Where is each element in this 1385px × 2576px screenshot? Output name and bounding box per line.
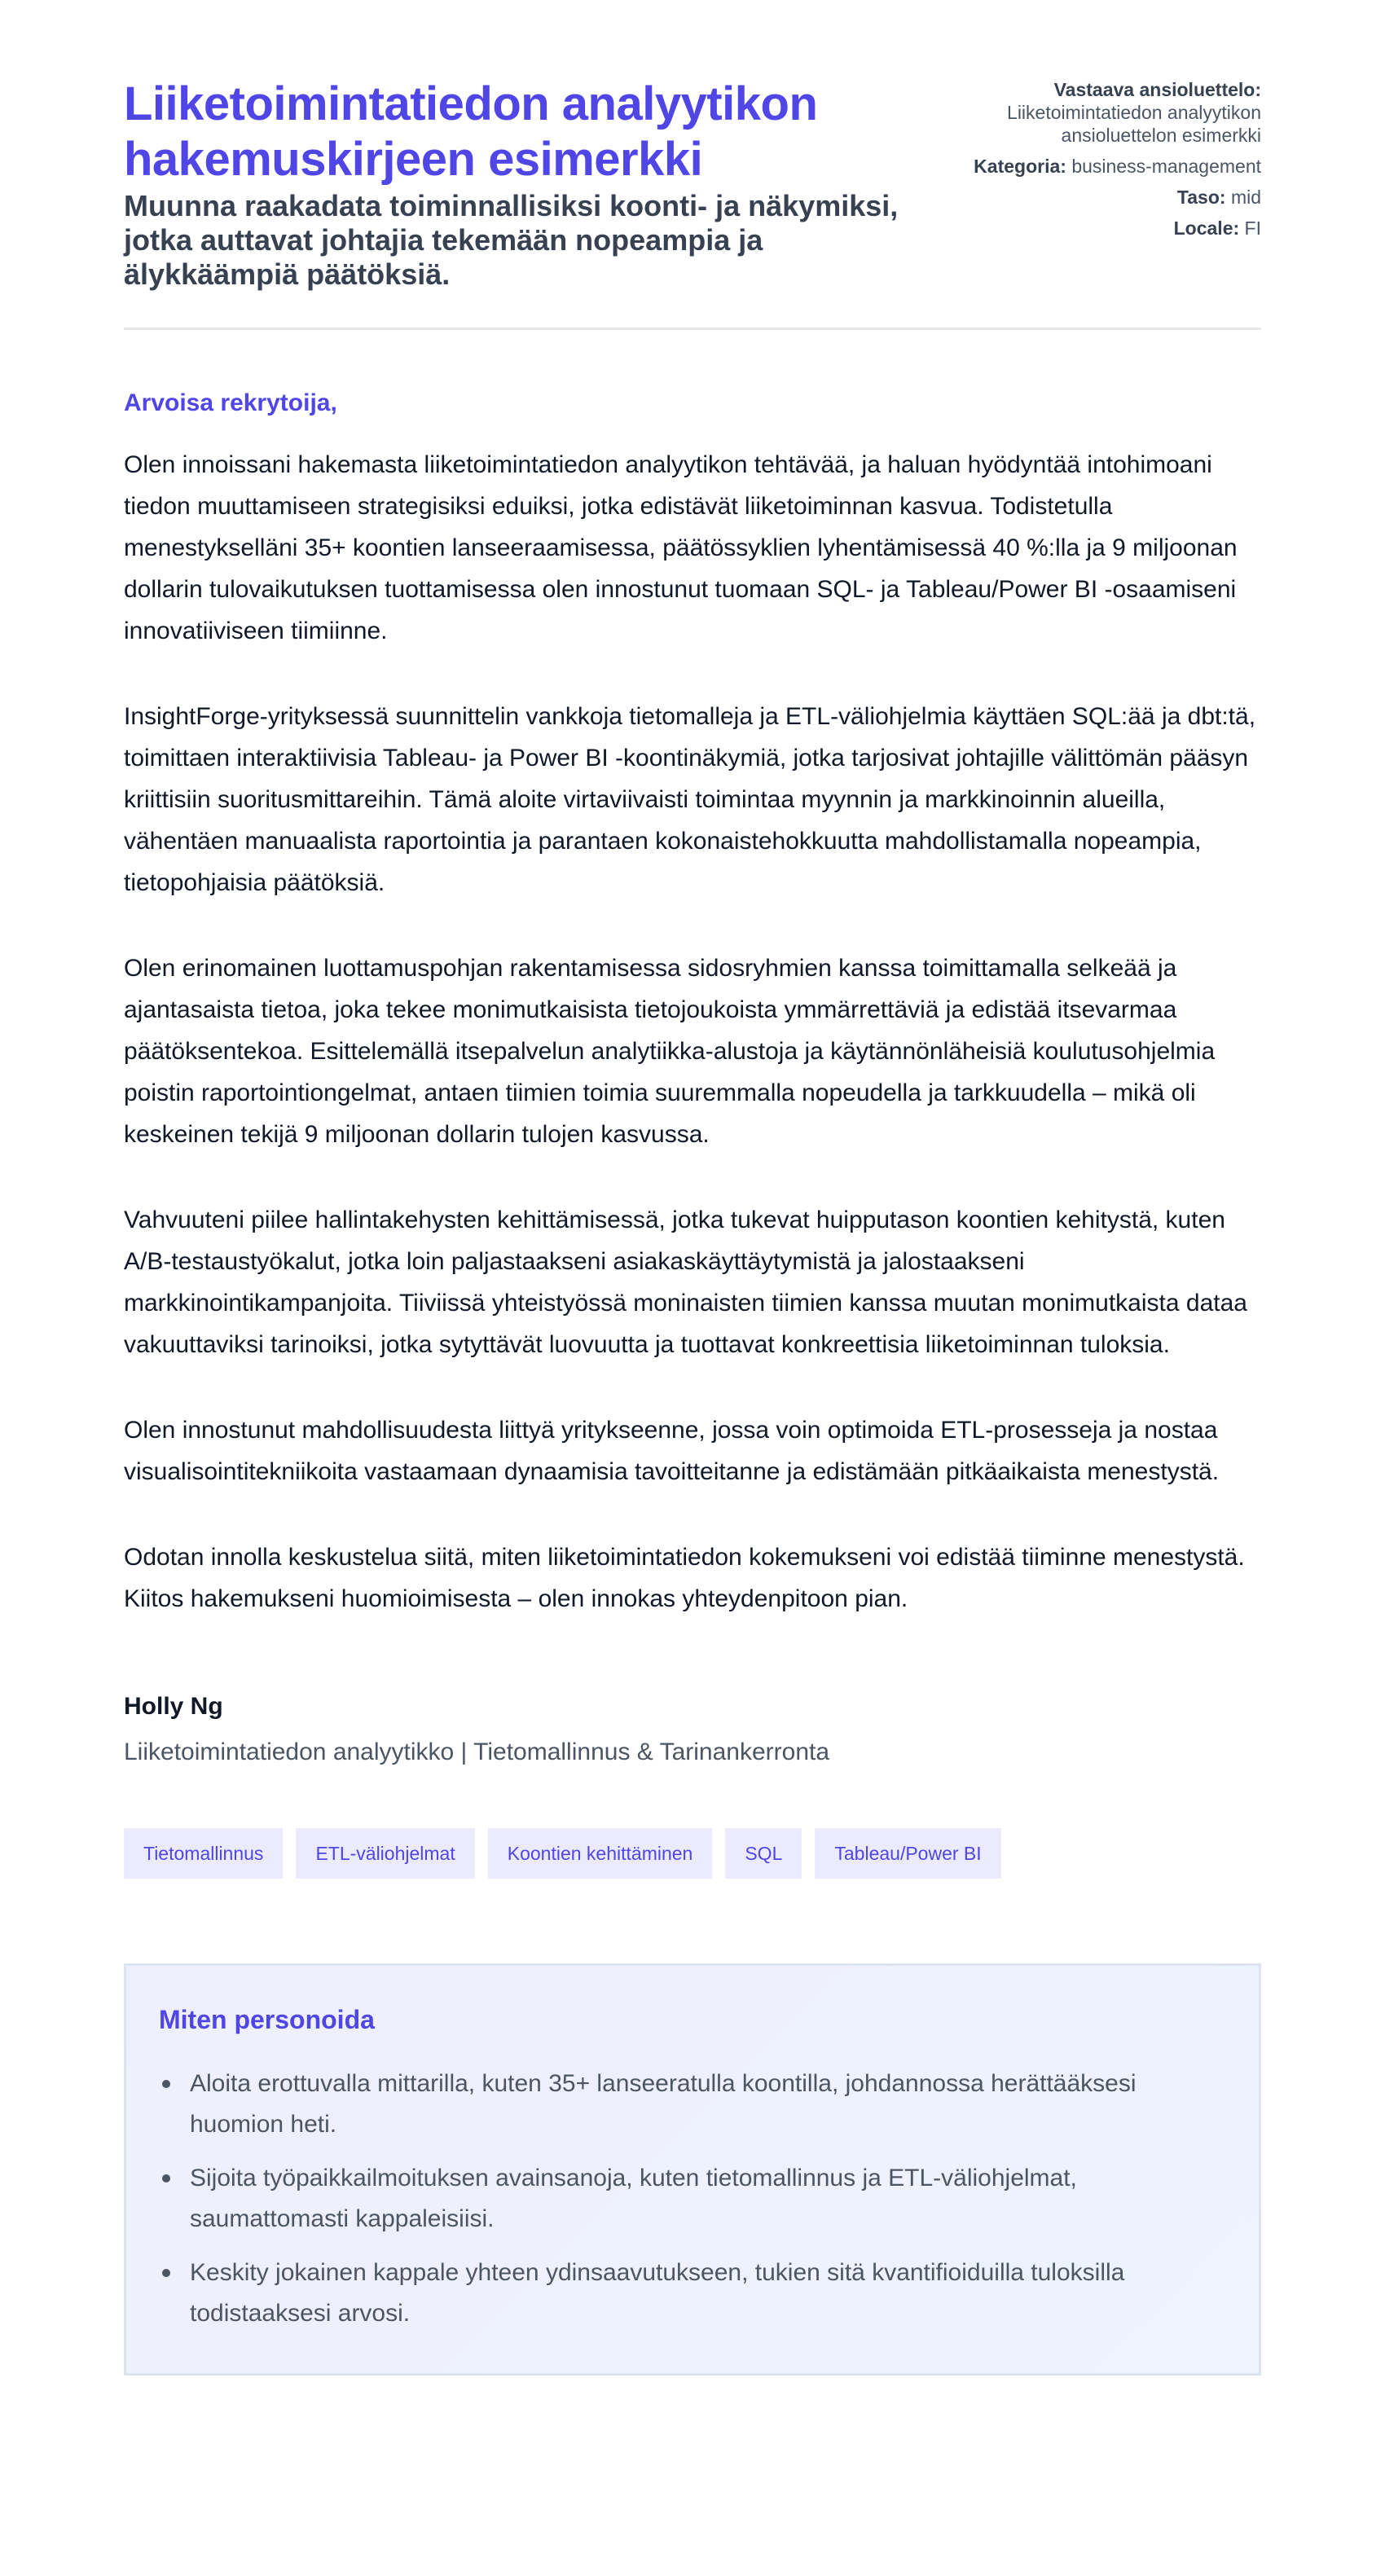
personalization-tips-box xyxy=(124,1963,1261,2376)
meta-related-resume xyxy=(919,78,1261,147)
signature xyxy=(124,1693,1261,1766)
tip-item xyxy=(159,2064,1226,2145)
letter-paragraph: InsightForge-yrityksessä suunnittelin vankkoja tietomalleja ja ETL-väliohjelmia käyttäen SQL:ää ja dbt:tä, toimittaen interaktiivisia Tableau- ja Power BI -koontinäkymiä, jotka tarjosivat johtajille välittömän pääsyn kriittisiin suoritusmittareihin. Tämä aloite virtaviivaisti toimintaa myynnin ja markkinoinnin alueilla, vähentäen manuaalista raportointia ja parantaen kokonaistehokkuutta mahdollistamalla nopeampia, tietopohjaisia päätöksiä. xyxy=(124,703,1256,896)
meta-level-value: mid xyxy=(1230,187,1261,208)
skill-tags xyxy=(124,1828,1261,1879)
tips-list xyxy=(159,2064,1226,2334)
tip-text: Sijoita työpaikkailmoituksen avainsanoja, kuten tietomallinnus ja ETL-väliohjelmat, saumattomasti kappaleisiisi. xyxy=(190,2165,1077,2232)
meta-locale-value: FI xyxy=(1244,218,1261,239)
tip-item xyxy=(159,2253,1226,2334)
skill-tag: Koontien kehittäminen xyxy=(488,1828,713,1879)
signature-name: Holly Ng xyxy=(124,1693,223,1720)
tip-text: Aloita erottuvalla mittarilla, kuten 35+ lanseeratulla koontilla, johdannossa herättääksesi huomion heti. xyxy=(190,2070,1137,2138)
letter-greeting: Arvoisa rekrytoija, xyxy=(124,389,337,416)
bullet-icon xyxy=(162,2269,170,2277)
bullet-icon xyxy=(162,2174,170,2183)
signature-role: Liiketoimintatiedon analyytikko | Tietomallinnus & Tarinankerronta xyxy=(124,1739,830,1765)
meta-resume-value: Liiketoimintatiedon analyytikon ansioluettelon esimerkki xyxy=(1007,102,1261,146)
meta-level xyxy=(919,186,1261,209)
meta-category-label: Kategoria: xyxy=(974,156,1066,177)
letter-paragraph: Odotan innolla keskustelua siitä, miten liiketoimintatiedon kokemukseni voi edistää tiiminne menestystä. Kiitos hakemukseni huomioimisesta – olen innokas yhteydenpitoon pian. xyxy=(124,1544,1245,1612)
skill-tag: ETL-väliohjelmat xyxy=(296,1828,474,1879)
letter-paragraph: Olen innostunut mahdollisuudesta liittyä yritykseenne, jossa voin optimoida ETL-prosesseja ja nostaa visualisointitekniikoita vastaamaan dynaamisia tavoitteitanne ja edistämään pitkäaikaista menestystä. xyxy=(124,1417,1220,1485)
header-titles xyxy=(124,77,906,292)
tip-item xyxy=(159,2158,1226,2240)
meta-category xyxy=(919,155,1261,178)
page-title: Liiketoimintatiedon analyytikon hakemuskirjeen esimerkki xyxy=(124,77,818,186)
letter-paragraph: Olen erinomainen luottamuspohjan rakentamisessa sidosryhmien kanssa toimittamalla selkeää ja ajantasaista tietoa, joka tekee monimutkaisista tietojoukoista ymmärrettäviä ja edistää itsevarmaa päätöksentekoa. Esittelemällä itsepalvelun analytiikka-alustoja ja käytännönläheisiä koulutusohjelmia poistin raportointiongelmat, antaen tiimien toimia suuremmalla nopeudella ja tarkkuudella – mikä oli keskeinen tekijä 9 miljoonan dollarin tulojen kasvussa. xyxy=(124,955,1216,1148)
meta-resume-label: Vastaava ansioluettelo: xyxy=(1053,79,1261,100)
meta-category-value: business-management xyxy=(1071,156,1261,177)
tip-text: Keskity jokainen kappale yhteen ydinsaavutukseen, tukien sitä kvantifioiduilla tuloksilla todistaaksesi arvosi. xyxy=(190,2259,1125,2327)
meta-level-label: Taso: xyxy=(1176,187,1226,208)
skill-tag: SQL xyxy=(725,1828,802,1879)
letter-paragraph: Vahvuuteni piilee hallintakehysten kehittämisessä, jotka tukevat huipputason koontien kehitystä, kuten A/B-testaustyökalut, jotka loin paljastaakseni asiakaskäyttäytymistä ja jalostaakseni markkinointikampanjoita. Tiiviissä yhteistyössä moninaisten tiimien kanssa muutan monimutkaista dataa vakuuttaviksi tarinoiksi, jotka sytyttävät luovuutta ja tuottavat konkreettisia liiketoiminnan tuloksia. xyxy=(124,1207,1247,1358)
skill-tag: Tietomallinnus xyxy=(124,1828,283,1879)
page-subtitle: Muunna raakadata toiminnallisiksi koonti- ja näkymiksi, jotka auttavat johtajia tekemään nopeampia ja älykkäämpiä päätöksiä. xyxy=(124,189,899,291)
meta-locale xyxy=(919,217,1261,240)
bullet-icon xyxy=(162,2080,170,2088)
skill-tag: Tableau/Power BI xyxy=(815,1828,1000,1879)
meta-locale-label: Locale: xyxy=(1173,218,1240,239)
meta-panel xyxy=(919,78,1261,248)
letter-paragraph: Olen innoissani hakemasta liiketoimintatiedon analyytikon tehtävää, ja haluan hyödyntää intohimoani tiedon muuttamiseen strategisiksi eduiksi, jotka edistävät liiketoiminnan kasvua. Todistetulla menestykselläni 35+ koontien lanseeraamisessa, päätössyklien lyhentämisessä 40 %:lla ja 9 miljoonan dollarin tulovaikutuksen tuottamisessa olen innostunut tuomaan SQL- ja Tableau/Power BI -osaamiseni innovatiiviseen tiimiinne. xyxy=(124,451,1238,644)
tips-title: Miten personoida xyxy=(159,2005,375,2034)
letter-body xyxy=(124,387,1261,1620)
page-header xyxy=(124,77,1261,330)
